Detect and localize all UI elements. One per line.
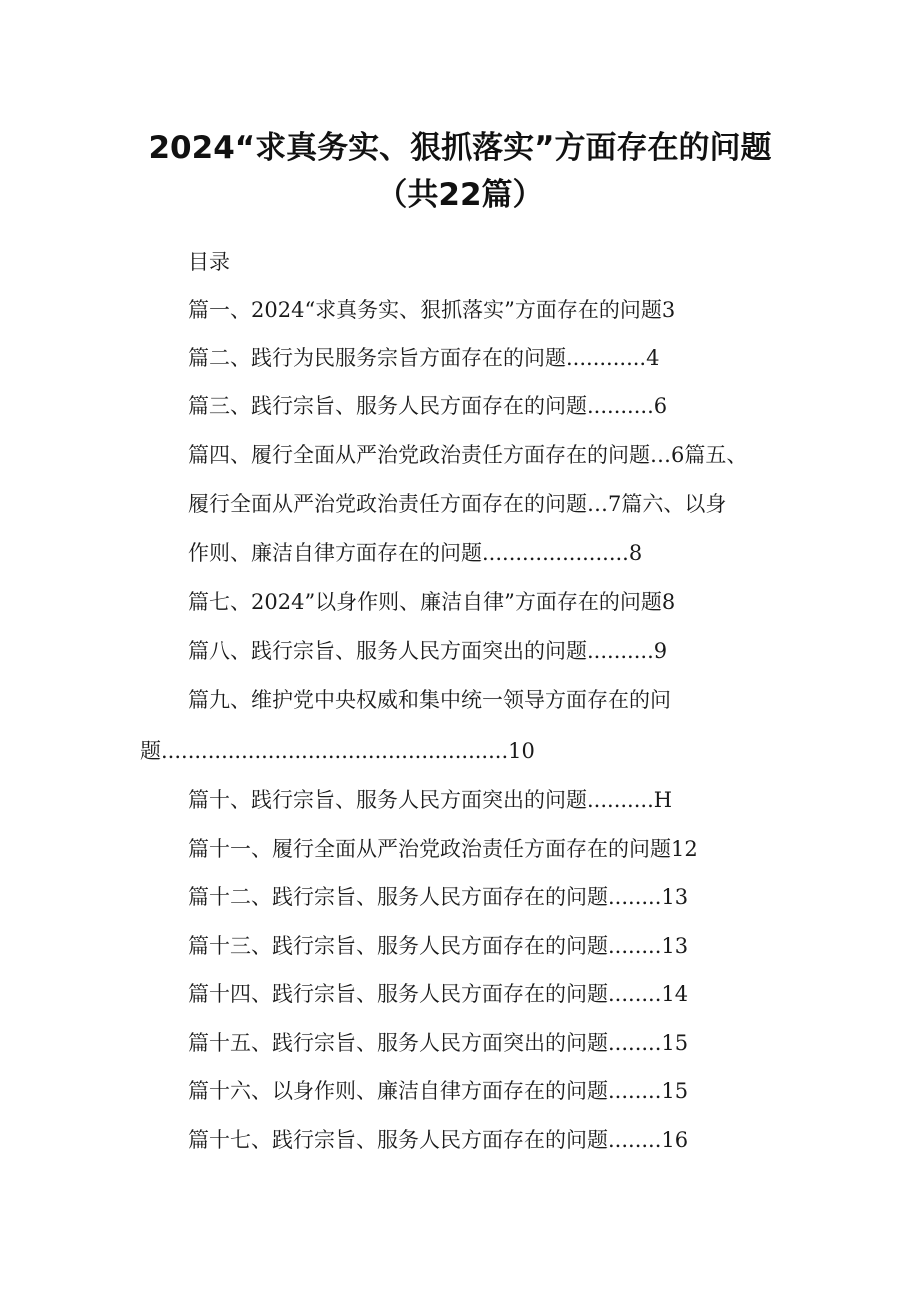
toc-entry[interactable]: 题....................................................10 (140, 739, 535, 763)
toc-entry[interactable]: 篇十四、践行宗旨、服务人民方面存在的问题........14 (188, 982, 689, 1006)
toc-entry[interactable]: 篇二、践行为民服务宗旨方面存在的问题............4 (188, 346, 660, 370)
toc-heading: 目录 (188, 250, 230, 274)
document-title-line2: （共22篇） (376, 177, 544, 213)
toc-entry[interactable]: 篇一、2024“求真务实、狠抓落实”方面存在的问题3 (188, 298, 676, 322)
toc-entry[interactable]: 篇十一、履行全面从严治党政治责任方面存在的问题12 (188, 837, 698, 861)
toc-entry[interactable]: 篇三、践行宗旨、服务人民方面存在的问题..........6 (188, 394, 668, 418)
toc-entry[interactable]: 篇十二、践行宗旨、服务人民方面存在的问题........13 (188, 885, 689, 909)
toc-entry[interactable]: 作则、廉洁自律方面存在的问题......................8 (188, 541, 643, 565)
toc-entry[interactable]: 篇十三、践行宗旨、服务人民方面存在的问题........13 (188, 934, 689, 958)
toc-entry[interactable]: 履行全面从严治党政治责任方面存在的问题…7篇六、以身 (188, 492, 727, 516)
toc-entry[interactable]: 篇四、履行全面从严治党政治责任方面存在的问题…6篇五、 (188, 443, 748, 467)
toc-entry[interactable]: 篇十六、以身作则、廉洁自律方面存在的问题........15 (188, 1079, 689, 1103)
document-title-line1: 2024“求真务实、狠抓落实”方面存在的问题 (148, 130, 772, 166)
toc-entry[interactable]: 篇七、2024”以身作则、廉洁自律”方面存在的问题8 (188, 590, 676, 614)
toc-entry[interactable]: 篇八、践行宗旨、服务人民方面突出的问题..........9 (188, 639, 668, 663)
toc-entry[interactable]: 篇十五、践行宗旨、服务人民方面突出的问题........15 (188, 1031, 689, 1055)
toc-entry[interactable]: 篇九、维护党中央权威和集中统一领导方面存在的问 (188, 688, 671, 712)
toc-entry[interactable]: 篇十、践行宗旨、服务人民方面突出的问题..........H (188, 788, 673, 812)
toc-entry[interactable]: 篇十七、践行宗旨、服务人民方面存在的问题........16 (188, 1128, 689, 1152)
